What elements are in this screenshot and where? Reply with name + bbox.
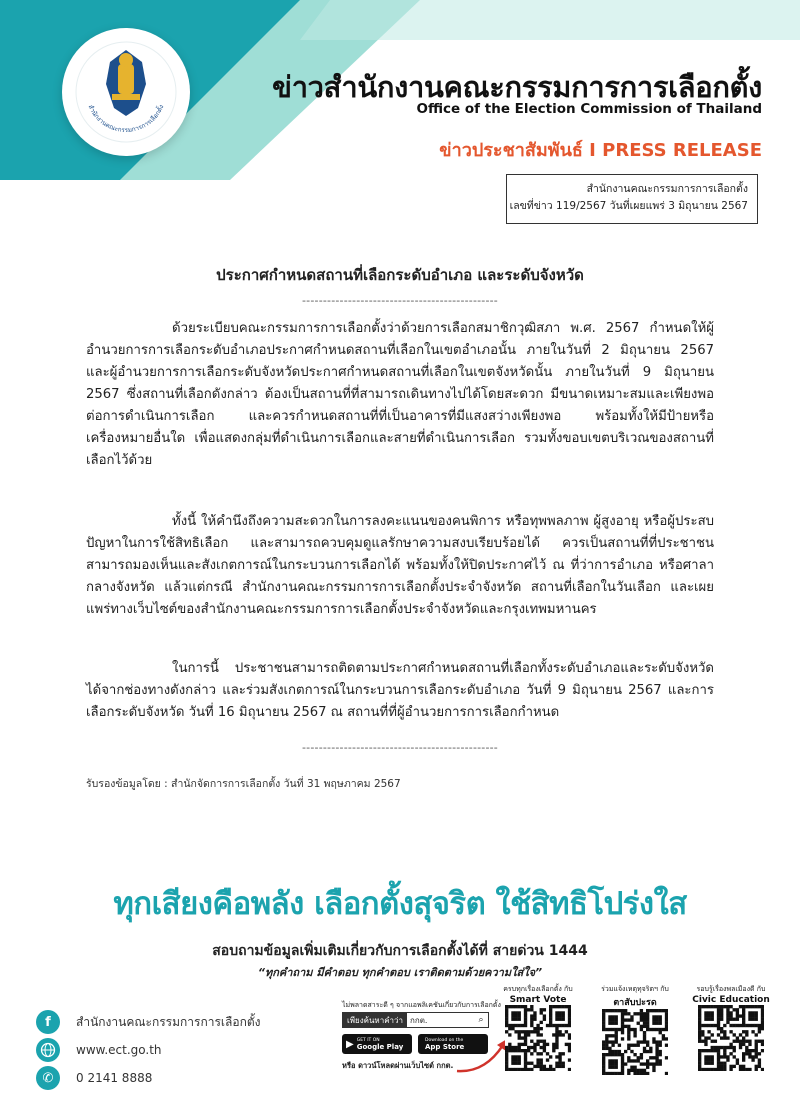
- play-icon: ▶: [346, 1038, 354, 1050]
- office-name-thai: ข่าวสำนักงานคณะกรรมการการเลือกตั้ง: [272, 70, 762, 104]
- hotline-text: สอบถามข้อมูลเพิ่มเติมเกี่ยวกับการเลือกตั้งได้ที่ สายด่วน 1444: [212, 943, 588, 959]
- campaign-slogan: ทุกเสียงคือพลัง เลือกตั้งสุจริต ใช้สิทธิโปร่งใส: [113, 886, 687, 922]
- app-store-small: Download on the: [425, 1038, 464, 1043]
- separator-bottom: -----------------------------------------------: [302, 741, 498, 754]
- news-info-box: [506, 174, 758, 224]
- contact-phone-text: 0 2141 8888: [76, 1071, 153, 1085]
- qr-code-icon: [602, 1009, 668, 1075]
- document-title: ประกาศกำหนดสถานที่เลือกระดับอำเภอ และระดับจังหวัด: [216, 266, 584, 284]
- app-store-big: App Store: [425, 1043, 465, 1051]
- contact-facebook[interactable]: [36, 1010, 260, 1034]
- hotline-quote: “ทุกคำถาม มีคำตอบ ทุกคำตอบ เราติดตามด้วยความใส่ใจ”: [257, 966, 543, 979]
- qr-code-icon: [698, 1005, 764, 1071]
- separator-top: -----------------------------------------------: [302, 294, 498, 307]
- qr-code-icon: [505, 1005, 571, 1071]
- office-name-english: Office of the Election Commission of Thailand: [416, 101, 762, 117]
- ect-logo: [62, 28, 190, 156]
- contact-phone[interactable]: [36, 1066, 152, 1090]
- download-note: หรือ ดาวน์โหลดผ่านเว็บไซต์ กกต.: [342, 1061, 454, 1070]
- app-search-label: เพียงค้นหาคำว่า: [343, 1013, 407, 1027]
- logo-ring-text: สำนักงานคณะกรรมการการเลือกตั้ง: [86, 103, 166, 135]
- google-play-badge[interactable]: [342, 1034, 412, 1054]
- paragraph-1: ด้วยระเบียบคณะกรรมการการเลือกตั้งว่าด้วยการเลือกสมาชิกวุฒิสภา พ.ศ. 2567 กำหนดให้ผู้อำนวยการการเลือกระดับอำเภอประกาศกำหนดสถานที่เลือกในเขตอำเภอนั้น ภายในวันที่ 2 มิถุนายน 2567 และผู้อำนวยการการเลือกระดับจังหวัดประกาศกำหนดสถานที่เลือกในเขตจังหวัดนั้น ภายในวันที่ 9 มิถุนายน 2567 ซึ่งสถานที่เลือกดังกล่าว ต้องเป็นสถานที่ที่สามารถเดินทางไปได้โดยสะดวก มีขนาดเหมาะสมและเพียงพอต่อการดำเนินการเลือก และควรกำหนดสถานที่ที่เป็นอาคารที่มีแสงสว่างเพียงพอ พร้อมทั้งให้มีป้ายหรือเครื่องหมายอื่นใด เพื่อแสดงกลุ่มที่ดำเนินการเลือกและสายที่ดำเนินการเลือก รวมทั้งขอบเขตบริเวณของสถานที่เลือกไว้ด้วย: [86, 321, 714, 468]
- source-note: รับรองข้อมูลโดย : สำนักจัดการการเลือกตั้ง วันที่ 31 พฤษภาคม 2567: [86, 778, 401, 790]
- qr-caption: ร่วมแจ้งเหตุทุจริตฯ กับ: [601, 985, 669, 993]
- paragraph-3: ในการนี้ ประชาชนสามารถติดตามประกาศกำหนดสถานที่เลือกทั้งระดับอำเภอและระดับจังหวัดได้จากช่องทางดังกล่าว และร่วมสังเกตการณ์ในกระบวนการเลือกระดับอำเภอ วันที่ 9 มิถุนายน 2567 และการเลือกระดับจังหวัด วันที่ 16 มิถุนายน 2567 ณ สถานที่ที่ผู้อำนวยการการเลือกกำหนด: [86, 661, 714, 720]
- facebook-icon: f: [36, 1010, 60, 1034]
- app-search-box: [342, 1012, 489, 1028]
- contact-website[interactable]: [36, 1038, 162, 1062]
- qr-caption: ครบทุกเรื่องเลือกตั้ง กับ: [503, 985, 573, 993]
- qr-app-name: Civic Education: [692, 995, 770, 1005]
- paragraph-2: ทั้งนี้ ให้คำนึงถึงความสะดวกในการลงคะแนนของคนพิการ หรือทุพพลภาพ ผู้สูงอายุ หรือผู้ประสบปัญหาในการใช้สิทธิเลือก และสามารถควบคุมดูแลรักษาความสงบเรียบร้อยได้ ควรเป็นสถานที่ที่ประชาชนสามารถมองเห็นและสังเกตการณ์ในกระบวนการเลือกได้ พร้อมทั้งให้ปิดประกาศไว้ ณ ที่ว่าการอำเภอ หรือศาลากลางจังหวัด แล้วแต่กรณี สำนักงานคณะกรรมการการเลือกตั้งประจำจังหวัด สถานที่เลือกในวันเลือก และเผยแพร่ทางเว็บไซต์ของสำนักงานคณะกรรมการการเลือกตั้งประจำจังหวัดและกรุงเทพมหานคร: [86, 514, 714, 617]
- google-play-small: GET IT ON: [356, 1038, 380, 1043]
- ect-emblem-icon: [62, 28, 190, 156]
- qr-app-name: ตาสับปะรด: [613, 998, 657, 1008]
- contact-facebook-text: สำนักงานคณะกรรมการการเลือกตั้ง: [76, 1014, 261, 1029]
- news-info-office: สำนักงานคณะกรรมการการเลือกตั้ง: [586, 183, 748, 195]
- google-play-big: Google Play: [356, 1043, 404, 1051]
- qr-smart-vote[interactable]: [493, 984, 583, 1071]
- search-icon: ⌕: [478, 1015, 484, 1025]
- news-info-number-date: เลขที่ข่าว 119/2567 วันที่เผยแพร่ 3 มิถุนายน 2567: [509, 200, 748, 212]
- qr-caption: รอบรู้เรื่องพลเมืองดี กับ: [696, 985, 766, 993]
- header-wave-top: [300, 0, 800, 40]
- app-search-value: กกต.: [410, 1015, 428, 1025]
- qr-app-name: Smart Vote: [509, 995, 567, 1005]
- qr-civic-education[interactable]: [686, 984, 776, 1071]
- globe-icon: [36, 1038, 60, 1062]
- phone-icon: ✆: [36, 1066, 60, 1090]
- qr-ta-sapparod[interactable]: [590, 984, 680, 1075]
- contact-website-text: www.ect.go.th: [76, 1043, 162, 1057]
- app-search-caption: ไม่พลาดสาระดี ๆ จากแอพลิเคชันเกี่ยวกับการเลือกตั้ง: [342, 1001, 501, 1009]
- press-release-label: ข่าวประชาสัมพันธ์ I PRESS RELEASE: [439, 140, 762, 161]
